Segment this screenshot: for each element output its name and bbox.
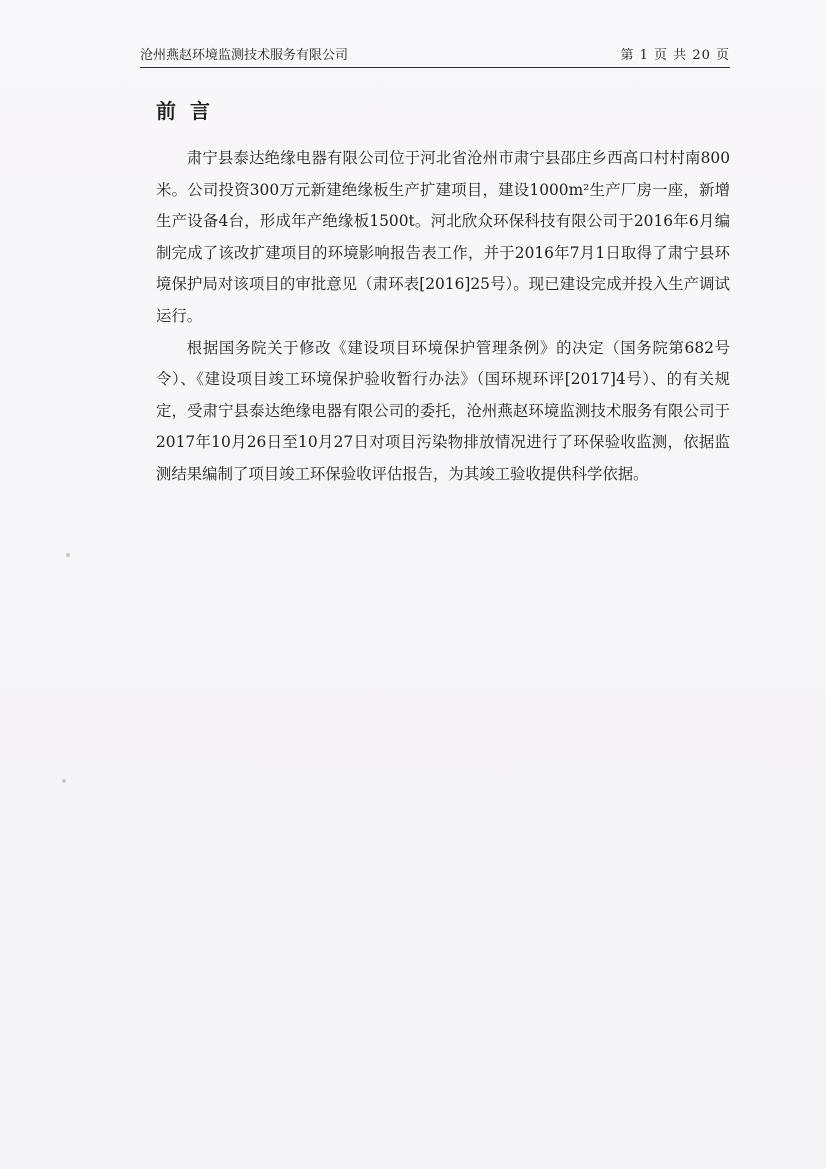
header-company-name: 沧州燕赵环境监测技术服务有限公司 bbox=[140, 48, 349, 63]
page-header bbox=[140, 45, 730, 68]
binding-hole-mark bbox=[62, 779, 66, 783]
paragraph: 肃宁县泰达绝缘电器有限公司位于河北省沧州市肃宁县邵庄乡西高口村村南800米。公司投资300万元新建绝缘板生产扩建项目，建设1000m²生产厂房一座，新增生产设备4台，形成年产绝缘板1500t。河北欣众环保科技有限公司于2016年6月编制完成了该改扩建项目的环境影响报告表工作，并于2016年7月1日取得了肃宁县环境保护局对该项目的审批意见（肃环表[2016]25号）。现已建设完成并投入生产调试运行。 bbox=[156, 149, 730, 325]
header-page-number: 第 1 页 共 20 页 bbox=[620, 48, 730, 63]
paragraph: 根据国务院关于修改《建设项目环境保护管理条例》的决定（国务院第682号令）、《建设项目竣工环境保护验收暂行办法》（国环规环评[2017]4号）、的有关规定，受肃宁县泰达绝缘电器有限公司的委托，沧州燕赵环境监测技术服务有限公司于2017年10月26日至10月27日对项目污染物排放情况进行了环保验收监测，依据监测结果编制了项目竣工环保验收评估报告，为其竣工验收提供科学依据。 bbox=[156, 338, 730, 483]
section-title: 前言 bbox=[156, 99, 224, 123]
body-text bbox=[156, 143, 730, 491]
binding-hole-mark bbox=[66, 553, 70, 557]
